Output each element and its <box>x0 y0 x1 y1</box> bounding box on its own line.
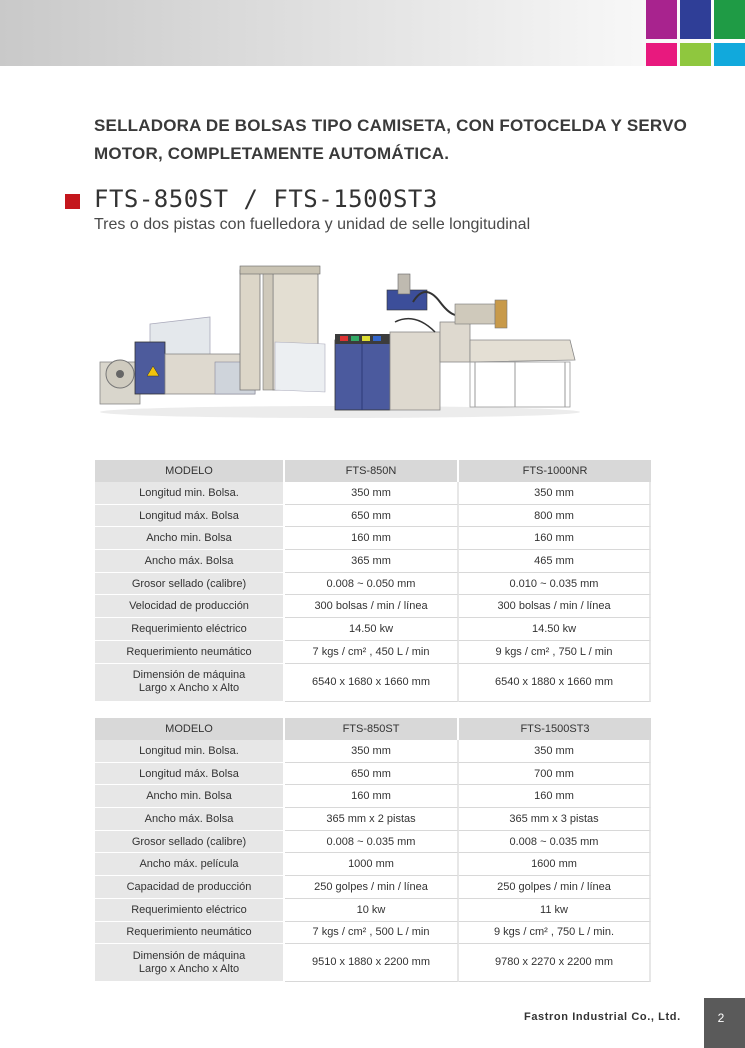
table-header-cell: FTS-850N <box>285 460 459 482</box>
row-label: Ancho máx. película <box>95 853 285 876</box>
table-header-cell: MODELO <box>95 718 285 740</box>
row-value: 350 mm <box>459 482 651 505</box>
spec-table-1 <box>95 460 651 702</box>
row-label: Ancho máx. Bolsa <box>95 550 285 573</box>
row-value: 14.50 kw <box>459 618 651 641</box>
table-row <box>95 618 651 641</box>
row-value: 9 kgs / cm² , 750 L / min <box>459 641 651 664</box>
table-row <box>95 641 651 664</box>
row-label: Longitud máx. Bolsa <box>95 505 285 528</box>
row-value: 0.008 ~ 0.035 mm <box>285 831 459 854</box>
row-value: 700 mm <box>459 763 651 786</box>
row-label-line: Largo x Ancho x Alto <box>138 682 240 694</box>
table-row <box>95 664 651 702</box>
row-value: 800 mm <box>459 505 651 528</box>
row-value: 9 kgs / cm² , 750 L / min. <box>459 922 651 945</box>
color-square <box>714 43 745 66</box>
header-bar <box>0 0 745 66</box>
table-row <box>95 505 651 528</box>
row-value: 160 mm <box>459 785 651 808</box>
row-label: Grosor sellado (calibre) <box>95 573 285 596</box>
row-label-line: Dimensión de máquina <box>132 949 246 962</box>
row-label <box>95 944 285 982</box>
row-label: Requerimiento neumático <box>95 641 285 664</box>
row-value: 11 kw <box>459 899 651 922</box>
table-row <box>95 831 651 854</box>
table-row <box>95 740 651 763</box>
row-value: 10 kw <box>285 899 459 922</box>
color-square <box>646 0 677 39</box>
table-row <box>95 527 651 550</box>
table-row <box>95 944 651 982</box>
row-value: 9780 x 2270 x 2200 mm <box>459 944 651 982</box>
spec-table-2 <box>95 718 651 982</box>
table-row <box>95 482 651 505</box>
row-label: Longitud máx. Bolsa <box>95 763 285 786</box>
row-value: 350 mm <box>285 740 459 763</box>
machine-illustration <box>95 262 580 432</box>
row-value: 9510 x 1880 x 2200 mm <box>285 944 459 982</box>
table-header-cell: FTS-850ST <box>285 718 459 740</box>
page-headline <box>94 112 694 168</box>
color-square <box>680 43 711 66</box>
row-value: 14.50 kw <box>285 618 459 641</box>
row-value: 0.010 ~ 0.035 mm <box>459 573 651 596</box>
table-row <box>95 785 651 808</box>
row-value: 650 mm <box>285 763 459 786</box>
row-value: 6540 x 1680 x 1660 mm <box>285 664 459 702</box>
table-header-cell: FTS-1500ST3 <box>459 718 651 740</box>
table-row <box>95 899 651 922</box>
row-label: Longitud min. Bolsa. <box>95 482 285 505</box>
row-label: Requerimiento eléctrico <box>95 618 285 641</box>
row-label-line: Largo x Ancho x Alto <box>138 962 240 975</box>
footer-company-name: Fastron Industrial Co., Ltd. <box>524 1011 681 1023</box>
row-value: 250 golpes / min / línea <box>459 876 651 899</box>
table-row <box>95 573 651 596</box>
row-label: Capacidad de producción <box>95 876 285 899</box>
row-label <box>95 664 285 702</box>
row-label: Ancho min. Bolsa <box>95 527 285 550</box>
model-title: FTS-850ST / FTS-1500ST3 <box>94 185 438 213</box>
table-row <box>95 853 651 876</box>
row-value: 465 mm <box>459 550 651 573</box>
row-label: Velocidad de producción <box>95 595 285 618</box>
row-value: 350 mm <box>459 740 651 763</box>
table-header-cell: FTS-1000NR <box>459 460 651 482</box>
headline-line-1: SELLADORA DE BOLSAS TIPO CAMISETA, CON FOTOCELDA Y SERVO <box>94 116 688 135</box>
page-number-box <box>704 998 745 1048</box>
row-label: Longitud min. Bolsa. <box>95 740 285 763</box>
row-value: 650 mm <box>285 505 459 528</box>
row-label-line: Dimensión de máquina <box>132 669 246 681</box>
row-value: 0.008 ~ 0.050 mm <box>285 573 459 596</box>
table-row <box>95 876 651 899</box>
table-row <box>95 550 651 573</box>
row-value: 7 kgs / cm² , 450 L / min <box>285 641 459 664</box>
headline-line-2: MOTOR, COMPLETAMENTE AUTOMÁTICA. <box>94 144 450 163</box>
red-square-bullet-icon <box>65 194 80 209</box>
color-square <box>646 43 677 66</box>
color-square <box>680 0 711 39</box>
table-row <box>95 595 651 618</box>
color-squares-logo <box>646 0 745 66</box>
table-header-row <box>95 460 651 482</box>
row-value: 300 bolsas / min / línea <box>285 595 459 618</box>
row-label: Grosor sellado (calibre) <box>95 831 285 854</box>
row-value: 300 bolsas / min / línea <box>459 595 651 618</box>
row-value: 365 mm x 3 pistas <box>459 808 651 831</box>
table-row <box>95 808 651 831</box>
table-row <box>95 763 651 786</box>
row-value: 160 mm <box>285 785 459 808</box>
row-label: Ancho máx. Bolsa <box>95 808 285 831</box>
row-value: 1000 mm <box>285 853 459 876</box>
model-subtitle: Tres o dos pistas con fuelledora y unidad de selle longitudinal <box>94 216 531 233</box>
row-value: 365 mm <box>285 550 459 573</box>
row-value: 1600 mm <box>459 853 651 876</box>
row-value: 250 golpes / min / línea <box>285 876 459 899</box>
row-value: 350 mm <box>285 482 459 505</box>
row-value: 6540 x 1880 x 1660 mm <box>459 664 651 702</box>
page-number: 2 <box>717 1011 725 1025</box>
color-square <box>714 0 745 39</box>
table-row <box>95 922 651 945</box>
row-label: Requerimiento neumático <box>95 922 285 945</box>
row-value: 0.008 ~ 0.035 mm <box>459 831 651 854</box>
table-header-cell: MODELO <box>95 460 285 482</box>
row-value: 365 mm x 2 pistas <box>285 808 459 831</box>
row-value: 7 kgs / cm² , 500 L / min <box>285 922 459 945</box>
row-value: 160 mm <box>459 527 651 550</box>
row-value: 160 mm <box>285 527 459 550</box>
row-label: Ancho min. Bolsa <box>95 785 285 808</box>
row-label: Requerimiento eléctrico <box>95 899 285 922</box>
table-header-row <box>95 718 651 740</box>
